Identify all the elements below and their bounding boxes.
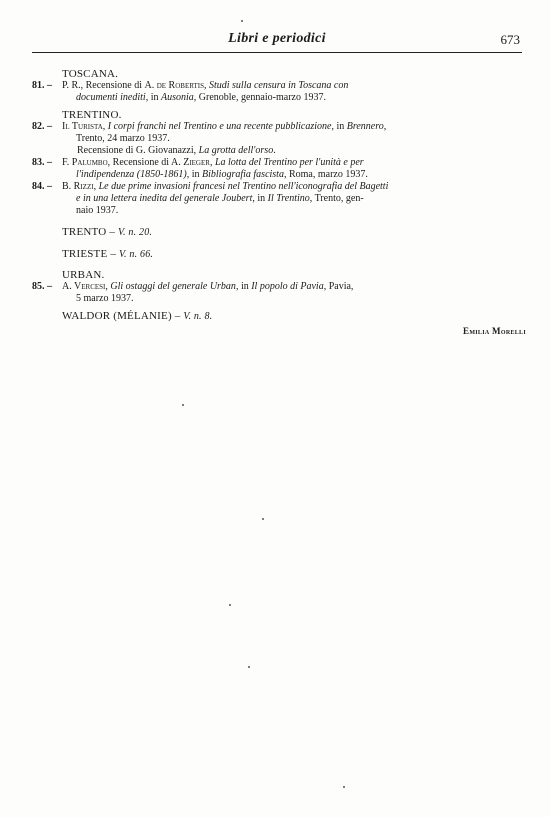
entry-title: I corpi franchi nel Trentino e una recente pubblicazione xyxy=(107,121,332,132)
entry-81: 81. – P. R., Recensione di A. de Robertis, Studi sulla censura in Toscana con documenti inediti, in Ausonia, Grenoble, gennaio-marzo 1937. xyxy=(32,80,349,103)
scan-speck xyxy=(248,666,250,668)
scan-speck xyxy=(241,20,243,22)
running-title: Libri e periodici xyxy=(228,31,326,46)
entry-journal: Bibliografia fascista xyxy=(202,169,284,180)
entry-author: Il Turista xyxy=(62,121,103,132)
bibliography-list xyxy=(32,68,526,337)
entry-84: 84. – B. Rizzi, Le due prime invasioni francesi nel Trentino nell'iconografia del Bagetti e in una lettera inedita del generale Joubert, in Il Trentino, Trento, gen- naio 1937. xyxy=(32,181,526,217)
note-title: La grotta dell'orso xyxy=(198,145,274,156)
cross-ref-trieste: TRIESTE – V. n. 66. xyxy=(62,248,154,260)
scan-speck xyxy=(182,404,184,406)
entry-title: La lotta del Trentino per l'unità e per xyxy=(214,157,364,168)
entry-number: 82. – xyxy=(32,121,52,132)
scan-speck xyxy=(262,518,264,520)
entry-83: 83. – F. Palumbo, Recensione di A. Zieger, La lotta del Trentino per l'unità e per l'indipendenza (1850-1861), in Bibliografia fascista, Roma, marzo 1937. xyxy=(32,157,368,180)
entry-journal: Il Trentino xyxy=(267,193,310,204)
reviewed-author: A. de Robertis xyxy=(144,80,204,91)
entry-title: Gli ostaggi del generale Urban xyxy=(110,281,236,292)
entry-details: naio 1937. xyxy=(76,205,119,216)
entry-author: F. Palumbo xyxy=(62,157,108,168)
scan-speck xyxy=(343,786,345,788)
entry-details: Trento, 24 marzo 1937. xyxy=(76,133,170,144)
entry-title: Le due prime invasioni francesi nel Trentino nell'iconografia del Bagetti xyxy=(98,181,389,192)
entry-journal: Il popolo di Pavia xyxy=(251,281,324,292)
entry-85: 85. – A. Vercesi, Gli ostaggi del generale Urban, in Il popolo di Pavia, Pavia, 5 marzo 1937. xyxy=(32,281,526,305)
entry-title-continued: documenti inediti xyxy=(76,92,146,103)
entry-82-note: Recensione di G. Giovanazzi, La grotta dell'orso. xyxy=(77,145,276,156)
entry-title-continued: e in una lettera inedita del generale Joubert xyxy=(76,193,253,204)
see-reference: V. n. 66. xyxy=(119,249,154,260)
cross-ref-trento: TRENTO – V. n. 20. xyxy=(62,226,153,238)
entry-number: 81. – xyxy=(32,80,52,91)
entry-82: 82. – Il Turista, I corpi franchi nel Trentino e una recente pubblicazione, in Brennero, Trento, 24 marzo 1937. xyxy=(32,121,526,145)
entry-journal: Ausonia xyxy=(161,92,194,103)
section-heading-urban: URBAN. xyxy=(62,269,105,281)
see-reference: V. n. 8. xyxy=(183,311,213,322)
entry-number: 85. – xyxy=(32,281,52,292)
reviewed-author: Zieger xyxy=(183,157,210,168)
entry-author: P. R., xyxy=(62,80,84,91)
running-header xyxy=(32,30,522,53)
entry-author: B. Rizzi xyxy=(62,181,94,192)
cross-ref-waldor: WALDOR (MÉLANIE) – V. n. 8. xyxy=(62,310,213,322)
entry-author: A. Vercesi xyxy=(62,281,106,292)
entry-details: 5 marzo 1937. xyxy=(76,293,134,304)
see-reference: V. n. 20. xyxy=(117,227,153,238)
entry-number: 84. – xyxy=(32,181,52,192)
entry-title-continued: l'indipendenza (1850-1861) xyxy=(76,169,187,180)
section-heading-trentino: TRENTINO. xyxy=(62,109,122,121)
entry-title: Studi sulla censura in Toscana con xyxy=(208,80,349,91)
section-heading-toscana: TOSCANA. xyxy=(62,68,119,80)
page-number: 673 xyxy=(500,32,520,47)
entry-journal: Brennero xyxy=(346,121,384,132)
scan-speck xyxy=(229,604,231,606)
author-signature: Emilia Morelli xyxy=(463,326,526,336)
entry-number: 83. – xyxy=(32,157,52,168)
